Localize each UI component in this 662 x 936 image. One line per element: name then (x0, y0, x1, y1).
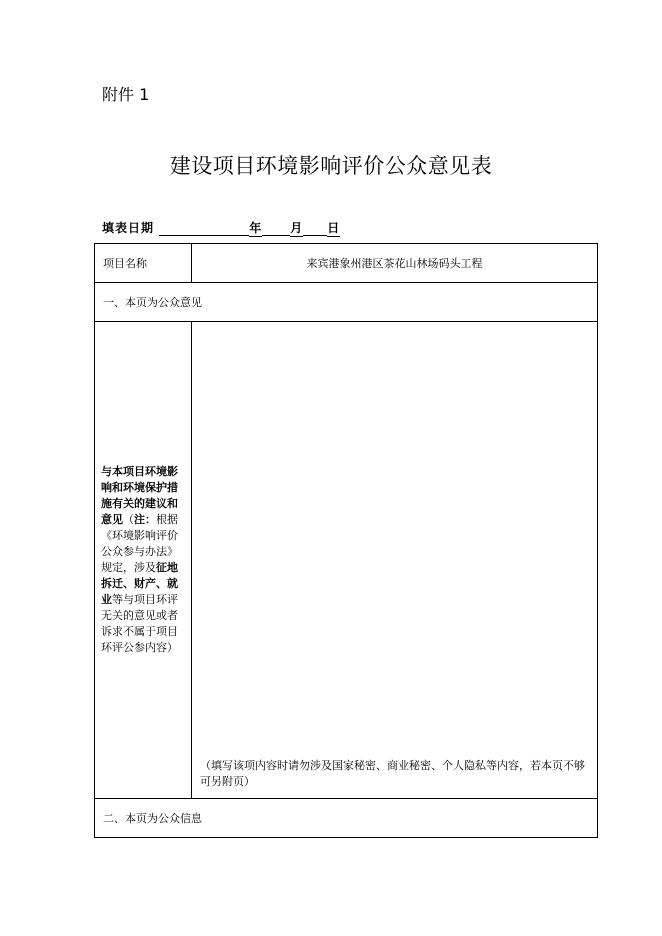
opinion-label-paren: （ (123, 513, 134, 526)
opinion-label-text1: 根据《环境影响评价公众参与办法》规定，涉及 (101, 513, 178, 574)
project-name-value: 来宾港象州港区茶花山林场码头工程 (192, 244, 598, 283)
opinion-input-area[interactable] (192, 322, 598, 799)
year-blank[interactable] (219, 221, 249, 236)
month-label: 月 (290, 221, 304, 235)
date-blank-prefix[interactable] (159, 221, 219, 236)
opinion-form-table (94, 243, 598, 838)
section1-heading: 一、本页为公众意见 (95, 283, 598, 322)
opinion-label-main: 与本项目环境影响和环境保护措施有关的建议和意见 (101, 465, 178, 526)
opinion-label-text2: 等与项目环评无关的意见或者诉求不属于项目环评公参内容） (101, 593, 178, 654)
section1-row (95, 283, 598, 322)
section2-heading: 二、本页为公众信息 (95, 799, 598, 838)
attachment-label: 附件 1 (102, 85, 150, 104)
day-blank[interactable] (303, 221, 327, 236)
opinion-label-note: 注： (134, 513, 156, 526)
day-label: 日 (327, 221, 341, 235)
fill-date-label: 填表日期 (102, 221, 155, 235)
project-name-row (95, 244, 598, 283)
project-name-label: 项目名称 (95, 244, 192, 283)
opinion-label (95, 322, 192, 799)
fill-date-line (102, 219, 340, 237)
opinion-row (95, 322, 598, 799)
month-blank[interactable] (262, 221, 290, 236)
year-label: 年 (249, 221, 263, 235)
page-title: 建设项目环境影响评价公众意见表 (169, 154, 493, 178)
opinion-note: （填写该项内容时请勿涉及国家秘密、商业秘密、个人隐私等内容，若本页不够可另附页） (200, 759, 585, 788)
section2-row (95, 799, 598, 838)
opinion-label-emph: 征地拆迁、财产、就业 (101, 561, 178, 606)
